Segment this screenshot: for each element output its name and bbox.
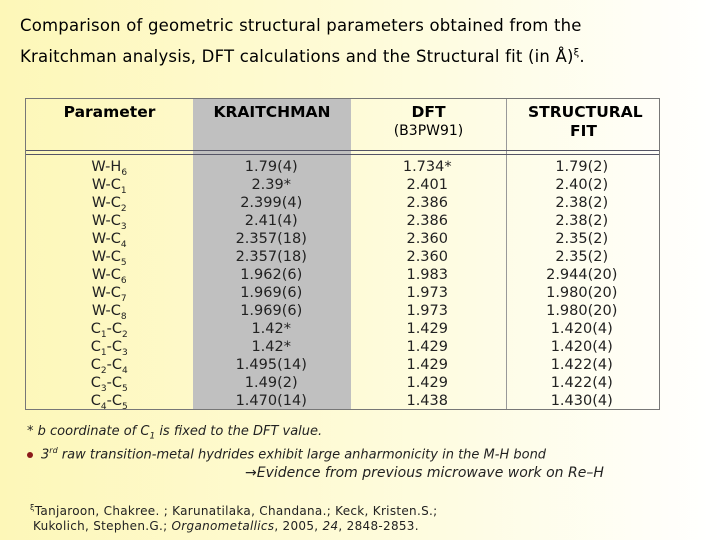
kraitchman-cell: 2.399(4) xyxy=(240,195,303,211)
table-body xyxy=(26,158,659,410)
parameter-cell xyxy=(26,158,192,176)
table-row xyxy=(26,284,659,302)
dft-cell: 1.734* xyxy=(402,159,452,175)
parameter-cell xyxy=(26,392,192,410)
reference-volume: 24 xyxy=(322,519,339,533)
atom-index: 1 xyxy=(120,185,127,196)
kraitchman-cell: 1.969(6) xyxy=(240,303,303,319)
atom-index: 2 xyxy=(120,203,127,214)
atom-index: 1 xyxy=(100,347,107,358)
dft-cell: 1.429 xyxy=(406,357,448,373)
atom: C xyxy=(90,375,101,391)
bullet-note xyxy=(27,446,546,462)
atom-index: 6 xyxy=(120,275,127,286)
bullet-icon xyxy=(27,452,33,458)
title-line-2 xyxy=(20,47,585,66)
parameter-cell xyxy=(26,338,192,356)
kraitchman-cell: 1.49(2) xyxy=(244,375,298,391)
parameter-cell xyxy=(26,374,192,392)
atom-index: 3 xyxy=(100,383,107,394)
header-dft xyxy=(351,103,506,141)
parameter-cell xyxy=(26,248,192,266)
parameter-cell xyxy=(26,176,192,194)
dft-cell: 1.429 xyxy=(406,339,448,355)
table-row xyxy=(26,248,659,266)
reference-line-1: Tanjaroon, Chakree. ; Karunatilaka, Chandana.; Keck, Kristen.S.; xyxy=(34,504,438,518)
atom: W-C xyxy=(91,177,121,193)
kraitchman-cell: 1.42* xyxy=(251,321,291,337)
atom-index: 2 xyxy=(100,365,107,376)
atom: W-C xyxy=(91,249,121,265)
parameter-cell xyxy=(26,320,192,338)
reference-authors: Kukolich, Stephen.G.; xyxy=(33,519,172,533)
title-text: Kraitchman analysis, DFT calculations and the Structural fit (in Å) xyxy=(20,47,574,66)
kraitchman-cell: 2.41(4) xyxy=(244,213,298,229)
table-row xyxy=(26,176,659,194)
kraitchman-cell: 1.470(14) xyxy=(235,393,307,409)
bullet-num: 3 xyxy=(41,447,50,463)
footnote-sub: 1 xyxy=(149,431,156,442)
reference-journal: Organometallics xyxy=(171,519,275,533)
structural-fit-cell: 2.38(2) xyxy=(555,213,609,229)
atom-index: 8 xyxy=(120,311,127,322)
atom: C xyxy=(90,357,101,373)
reference-mark: ξ xyxy=(573,47,580,59)
kraitchman-cell: 1.969(6) xyxy=(240,285,303,301)
header-dft-sub: (B3PW91) xyxy=(393,123,464,139)
reference xyxy=(30,500,437,534)
atom-index: 3 xyxy=(121,347,128,358)
atom: W-C xyxy=(91,267,121,283)
atom-index: 7 xyxy=(120,293,127,304)
structural-fit-cell: 2.35(2) xyxy=(555,231,609,247)
header-kraitchman: KRAITCHMAN xyxy=(213,103,331,121)
structural-fit-cell: 1.980(20) xyxy=(546,285,618,301)
table-row xyxy=(26,194,659,212)
atom: -C xyxy=(106,393,122,409)
dft-cell: 1.973 xyxy=(406,285,448,301)
atom-index: 5 xyxy=(121,401,128,412)
bullet-sup: rd xyxy=(49,446,58,455)
structural-fit-cell: 1.980(20) xyxy=(546,303,618,319)
footnote xyxy=(27,424,322,442)
reference-year: , 2005, xyxy=(274,519,323,533)
header-dft-label: DFT xyxy=(411,103,446,121)
atom: -C xyxy=(106,321,122,337)
structural-fit-cell: 2.38(2) xyxy=(555,195,609,211)
header-divider xyxy=(26,150,659,155)
structural-fit-cell: 1.422(4) xyxy=(550,357,613,373)
atom-index: 4 xyxy=(121,365,128,376)
atom-index: 6 xyxy=(121,167,128,178)
atom-index: 2 xyxy=(121,329,128,340)
atom-index: 4 xyxy=(100,401,107,412)
table-row xyxy=(26,374,659,392)
dft-cell: 2.386 xyxy=(406,195,448,211)
table-row xyxy=(26,230,659,248)
header-structural-fit: STRUCTURAL FIT xyxy=(528,103,643,140)
dft-cell: 1.429 xyxy=(406,321,448,337)
atom-index: 5 xyxy=(121,383,128,394)
atom: W-C xyxy=(91,303,121,319)
kraitchman-cell: 2.357(18) xyxy=(235,249,307,265)
dft-cell: 1.973 xyxy=(406,303,448,319)
atom: C xyxy=(90,321,101,337)
atom: C xyxy=(90,393,101,409)
structural-fit-cell: 1.420(4) xyxy=(550,321,613,337)
dft-cell: 1.983 xyxy=(406,267,448,283)
parameter-cell xyxy=(26,266,192,284)
structural-fit-cell: 2.40(2) xyxy=(555,177,609,193)
dft-cell: 1.438 xyxy=(406,393,448,409)
parameter-cell xyxy=(26,212,192,230)
atom: C xyxy=(90,339,101,355)
atom: W-C xyxy=(91,285,121,301)
table-row xyxy=(26,320,659,338)
parameter-cell xyxy=(26,230,192,248)
atom: -C xyxy=(106,357,122,373)
atom-index: 1 xyxy=(100,329,107,340)
kraitchman-cell: 2.357(18) xyxy=(235,231,307,247)
atom: -C xyxy=(106,339,122,355)
parameter-cell xyxy=(26,284,192,302)
kraitchman-cell: 1.495(14) xyxy=(235,357,307,373)
structural-fit-cell: 1.430(4) xyxy=(550,393,613,409)
parameter-cell xyxy=(26,194,192,212)
structural-fit-cell: 2.35(2) xyxy=(555,249,609,265)
dft-cell: 2.386 xyxy=(406,213,448,229)
atom-index: 3 xyxy=(120,221,127,232)
kraitchman-cell: 1.79(4) xyxy=(244,159,298,175)
atom-index: 5 xyxy=(120,257,127,268)
parameter-cell xyxy=(26,356,192,374)
title-end: . xyxy=(579,47,585,66)
atom-index: 4 xyxy=(120,239,127,250)
table-row xyxy=(26,266,659,284)
table-row xyxy=(26,212,659,230)
structural-fit-cell: 2.944(20) xyxy=(546,267,618,283)
dft-cell: 1.429 xyxy=(406,375,448,391)
evidence-note: →Evidence from previous microwave work on Re–H xyxy=(245,465,604,481)
structural-fit-cell: 1.420(4) xyxy=(550,339,613,355)
dft-cell: 2.360 xyxy=(406,231,448,247)
table-row xyxy=(26,392,659,410)
kraitchman-cell: 1.42* xyxy=(251,339,291,355)
table-row xyxy=(26,302,659,320)
parameters-table xyxy=(25,98,660,410)
parameter-cell xyxy=(26,302,192,320)
table-row xyxy=(26,356,659,374)
table-row xyxy=(26,158,659,176)
structural-fit-cell: 1.422(4) xyxy=(550,375,613,391)
header-parameter: Parameter xyxy=(63,103,156,121)
atom: W-H xyxy=(91,159,122,175)
atom: -C xyxy=(106,375,122,391)
bullet-text: raw transition-metal hydrides exhibit large anharmonicity in the M-H bond xyxy=(57,447,547,463)
footnote-text: * b coordinate of C xyxy=(27,424,150,439)
title-line-1: Comparison of geometric structural parameters obtained from the xyxy=(20,16,582,35)
reference-pages: , 2848-2853. xyxy=(338,519,419,533)
footnote-text-end: is fixed to the DFT value. xyxy=(155,424,323,439)
dft-cell: 2.401 xyxy=(406,177,448,193)
atom: W-C xyxy=(91,213,121,229)
atom: W-C xyxy=(91,231,121,247)
reference-mark: ξ xyxy=(30,503,35,512)
dft-cell: 2.360 xyxy=(406,249,448,265)
atom: W-C xyxy=(91,195,121,211)
table-row xyxy=(26,338,659,356)
kraitchman-cell: 2.39* xyxy=(251,177,291,193)
structural-fit-cell: 1.79(2) xyxy=(555,159,609,175)
kraitchman-cell: 1.962(6) xyxy=(240,267,303,283)
